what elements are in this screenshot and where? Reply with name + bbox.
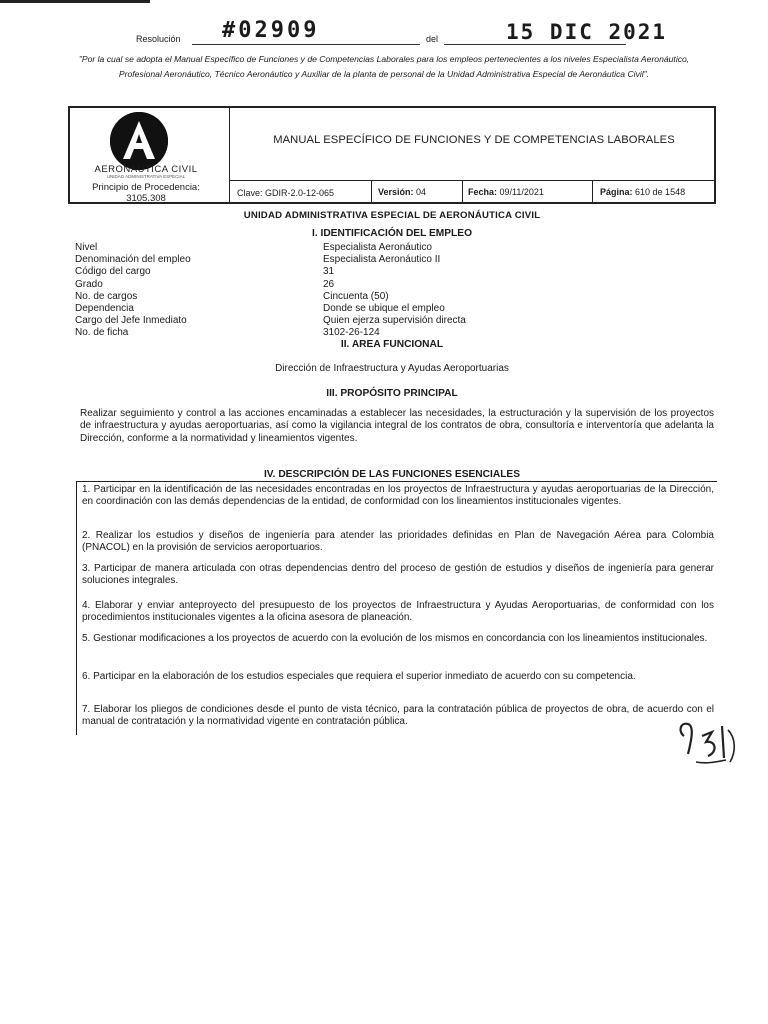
manual-title: MANUAL ESPECÍFICO DE FUNCIONES Y DE COMPETENCIAS LABORALES — [273, 134, 675, 146]
function-item: 5. Gestionar modificaciones a los proyectos de acuerdo con la evolución de los mismos en concordancia con los lineamientos institucionales. — [82, 633, 708, 644]
field-value: Cincuenta (50) — [323, 290, 389, 302]
provenance-value: 3105.308 — [126, 193, 166, 204]
function-item: 7. Elaborar los pliegos de condiciones desde el punto de vista técnico, para la contratación pública de proyectos de obra, de acuerdo con el manual de contratación y la normatividad vigente en contratación pública. — [82, 704, 714, 728]
main-purpose-text: Realizar seguimiento y control a las acciones encaminadas a establecer las necesidades, la estructuración y la supervisión de los proyectos de infraestructura y ayudas aeroportuarias, así como la vigilancia integral de los contratos de obra, consultoría e interventoría que adelanta la Dirección, conforme a la normatividad y lineamientos vigentes. — [80, 408, 714, 444]
date-field — [468, 187, 544, 197]
functional-area-name: Dirección de Infraestructura y Ayudas Aeroportuarias — [275, 363, 509, 374]
header-divider — [462, 180, 463, 204]
version — [378, 187, 426, 197]
provenance-label: Principio de Procedencia: — [92, 182, 200, 193]
field-value: Especialista Aeronáutico — [323, 242, 432, 253]
field-key: Código del cargo — [75, 266, 151, 278]
resolution-underline — [192, 44, 420, 45]
field-key: Denominación del empleo — [75, 254, 191, 266]
date-field-label: Fecha: — [468, 187, 498, 197]
function-item: 2. Realizar los estudios y diseños de ingeniería para atender las prioridades definidas en Plan de Navegación Aérea para Colombia (PNACOL) en la provisión de servicios aeroportuarios. — [82, 530, 714, 554]
header-divider — [229, 180, 716, 181]
field-value: Especialista Aeronáutico II — [323, 254, 441, 266]
identification-row — [75, 242, 715, 254]
document-code: Clave: GDIR-2.0-12-065 — [237, 188, 335, 198]
page-value: 610 de 1548 — [635, 187, 686, 197]
section-purpose-title: III. PROPÓSITO PRINCIPAL — [326, 388, 458, 399]
section-identification-title: I. IDENTIFICACIÓN DEL EMPLEO — [312, 228, 472, 239]
field-key: Dependencia — [75, 303, 134, 315]
page-label: Página: — [600, 187, 633, 197]
date-underline — [444, 44, 626, 45]
section-functional-area-title: II. AREA FUNCIONAL — [340, 339, 444, 350]
field-value: 3102-26-124 — [323, 327, 380, 339]
provenance — [72, 182, 220, 204]
date-field-value: 09/11/2021 — [499, 187, 544, 197]
identification-row — [75, 315, 715, 327]
version-value: 04 — [416, 187, 427, 197]
date-stamp: 15 DIC 2021 — [506, 20, 668, 44]
top-border-mark — [0, 0, 150, 3]
unit-title: UNIDAD ADMINISTRATIVA ESPECIAL DE AERONÁUTICA CIVIL — [243, 210, 541, 221]
header-divider — [229, 106, 230, 204]
identification-row — [75, 266, 715, 278]
version-label: Versión: — [378, 187, 414, 197]
page-number — [600, 187, 685, 197]
field-value: Quien ejerza supervisión directa — [323, 315, 466, 327]
resolution-number: #02909 — [222, 18, 320, 43]
field-key: Cargo del Jefe Inmediato — [75, 315, 187, 327]
identification-row — [75, 303, 715, 315]
org-subtitle: UNIDAD ADMINISTRATIVA ESPECIAL — [106, 174, 186, 179]
identification-row — [75, 279, 715, 291]
field-key: Grado — [75, 278, 103, 290]
identification-row — [75, 254, 715, 266]
field-value: 31 — [323, 266, 335, 278]
function-item: 1. Participar en la identificación de las necesidades encontradas en los proyectos de Infraestructura y ayudas aeroportuarias de la Dirección, en coordinación con las demás dependencias de la entidad, de conformidad con los lineamientos institucionales vigentes. — [82, 484, 714, 508]
identification-row — [75, 291, 715, 303]
header-divider — [371, 180, 372, 204]
intro-text: "Por la cual se adopta el Manual Específico de Funciones y de Competencias Laborales para los empleos pertenecientes a los niveles Especialista Aeronáutico, Profesional Aeronáutico, Técnico Aeronáutico y Auxiliar de la planta de personal de la Unidad Administrativa Especial de Aeronáutica Civil". — [78, 54, 690, 79]
date-label: del — [426, 34, 439, 44]
aerocivil-logo-icon — [110, 112, 168, 170]
org-name: AERONÁUTICA CIVIL — [94, 164, 198, 175]
identification-table — [75, 242, 715, 340]
function-item: 4. Elaborar y enviar anteproyecto del presupuesto de los proyectos de Infraestructura y Ayudas Aeroportuarias, de conformidad con los procedimientos institucionales vigentes a la oficina asesora de planeación. — [82, 600, 714, 624]
resolution-label: Resolución — [136, 34, 181, 44]
function-item: 6. Participar en la elaboración de los estudios especiales que requiera el superior inmediato de acuerdo con su competencia. — [82, 671, 636, 682]
field-value: 26 — [323, 278, 335, 290]
field-key: No. de ficha — [75, 327, 129, 339]
section-functions-title: IV. DESCRIPCIÓN DE LAS FUNCIONES ESENCIALES — [263, 469, 521, 480]
field-key: Nivel — [75, 242, 98, 253]
identification-row — [75, 327, 715, 339]
field-value: Donde se ubique el empleo — [323, 303, 445, 315]
function-item: 3. Participar de manera articulada con otras dependencias dentro del proceso de gestión de estudios y diseños de ingeniería para generar soluciones integrales. — [82, 563, 714, 587]
field-key: No. de cargos — [75, 290, 138, 302]
header-divider — [592, 180, 593, 204]
handwritten-page-annotation — [676, 718, 756, 778]
